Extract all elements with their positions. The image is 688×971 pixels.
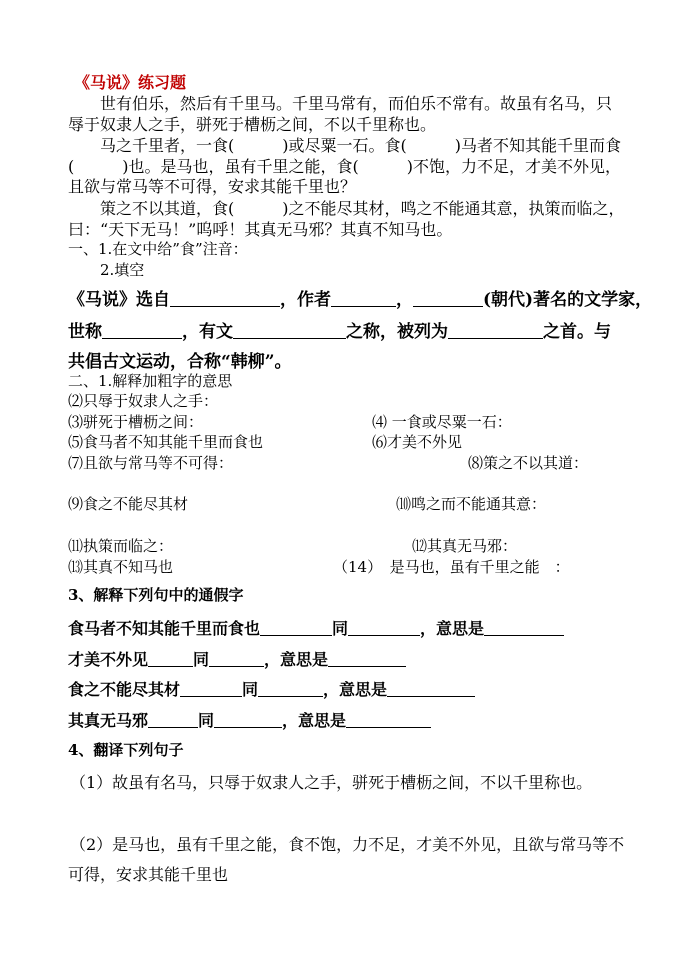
passage-line: 曰：“天下无马！”呜呼！其真无马邪？其真不知马也。	[68, 220, 453, 239]
question-item: ⑻策之不以其道：	[468, 454, 589, 472]
fill-line-1: 《马说》选自 ，作者 ， (朝代)著名的文学家，	[68, 290, 653, 310]
answer-blank[interactable]	[102, 321, 182, 339]
section4-heading: 4、翻译下列句子	[68, 741, 184, 759]
question-item: ⑵只辱于奴隶人之手：	[68, 392, 219, 410]
answer-blank[interactable]	[260, 619, 332, 636]
answer-blank[interactable]	[148, 711, 198, 728]
question-item: ⑹才美不外见	[372, 433, 463, 451]
answer-blank[interactable]	[328, 650, 406, 667]
tongjia-row: 其真无马邪 同 ，意思是	[68, 708, 431, 731]
question-item: ⑺且欲与常马等不可得：	[68, 454, 234, 472]
passage-line: 辱于奴隶人之手，骈死于槽枥之间，不以千里称也。	[68, 115, 437, 134]
tongjia-row: 才美不外见 同 ，意思是	[68, 647, 406, 670]
answer-blank[interactable]	[214, 711, 282, 728]
translation-question-2: （2）是马也，虽有千里之能，食不饱，力不足，才美不外见，且欲与常马等不	[70, 835, 625, 854]
section2-heading: 二、1.解释加粗字的意思	[68, 372, 233, 390]
answer-blank[interactable]	[413, 289, 483, 307]
question-item: ⑶骈死于槽枥之间：	[68, 413, 204, 431]
answer-blank[interactable]	[448, 321, 543, 339]
answer-blank[interactable]	[331, 289, 396, 307]
question-item: ⒀其真不知马也	[68, 558, 174, 576]
translation-question-2-cont: 可得，安求其能千里也	[68, 865, 229, 884]
fill-line-2: 世称 ，有文 之称，被列为 之首。与	[68, 322, 611, 342]
passage-line: ( )也。是马也，虽有千里之能，食( )不饱，力不足，才美不外见，	[68, 157, 621, 176]
tongjia-row: 食马者不知其能千里而食也 同 ，意思是	[68, 616, 564, 639]
answer-blank[interactable]	[180, 680, 242, 697]
passage-line: 且欲与常马等不可得，安求其能千里也？	[68, 177, 357, 196]
page-title: 《马说》练习题	[74, 73, 187, 92]
answer-blank[interactable]	[387, 680, 475, 697]
answer-blank[interactable]	[170, 289, 280, 307]
passage-line: 世有伯乐，然后有千里马。千里马常有，而伯乐不常有。故虽有名马，只	[100, 94, 613, 113]
question-item: ⑿其真无马邪：	[412, 537, 518, 555]
fill-line-3: 共倡古文运动，合称“韩柳”。	[68, 352, 292, 372]
tongjia-row: 食之不能尽其材 同 ，意思是	[68, 677, 475, 700]
section1-subheading: 2.填空	[100, 261, 145, 279]
passage-line: 策之不以其道，食( )之不能尽其材，鸣之不能通其意，执策而临之，	[100, 199, 625, 218]
question-item: ⑽鸣之而不能通其意：	[396, 495, 547, 513]
passage-line: 马之千里者，一食( )或尽粟一石。食( )马者不知其能千里而食	[100, 136, 621, 155]
question-item: （14） 是马也，虽有千里之能 ：	[333, 558, 570, 576]
answer-blank[interactable]	[346, 711, 431, 728]
question-item: ⑾执策而临之：	[68, 537, 174, 555]
answer-blank[interactable]	[258, 680, 323, 697]
translation-question-1: （1）故虽有名马，只辱于奴隶人之手，骈死于槽枥之间，不以千里称也。	[70, 773, 593, 792]
section1-heading: 一、1.在文中给”食”注音：	[68, 240, 248, 258]
answer-blank[interactable]	[148, 650, 193, 667]
section3-heading: 3、解释下列句中的通假字	[68, 586, 244, 604]
answer-blank[interactable]	[233, 321, 346, 339]
answer-blank[interactable]	[209, 650, 264, 667]
question-item: ⑷ 一食或尽粟一石：	[372, 413, 512, 431]
question-item: ⑸食马者不知其能千里而食也	[68, 433, 264, 451]
question-item: ⑼食之不能尽其材	[68, 495, 189, 513]
answer-blank[interactable]	[348, 619, 420, 636]
answer-blank[interactable]	[484, 619, 564, 636]
